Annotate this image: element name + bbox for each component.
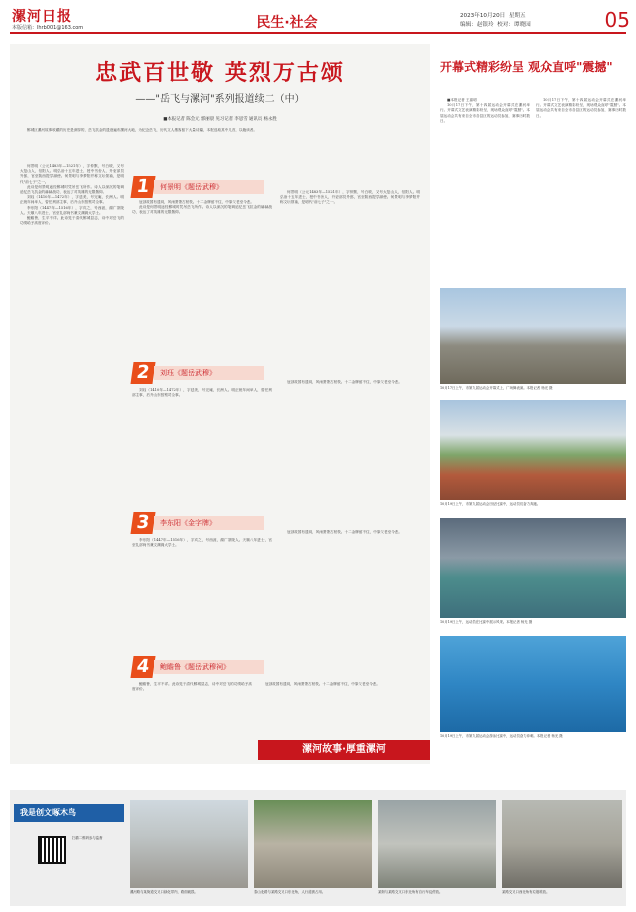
main-subhead: ——"岳飞与漯河"系列报道续二（中） bbox=[135, 94, 305, 105]
contact-email: 本版信箱：lhrb001@163.com bbox=[12, 25, 84, 31]
poem-1-commentary bbox=[280, 190, 420, 350]
date-block bbox=[460, 12, 588, 30]
right-byline: ■本报记者 王嘉明 bbox=[447, 98, 477, 102]
poem-number-4: 4 bbox=[130, 656, 155, 678]
proofreader: 校对：谭晓园 bbox=[497, 22, 531, 28]
col1-para-4: 李东阳（1447年—1516年），字宾之，号西涯，湖广茶陵人。天顺八年进士，官至礼部尚书兼文渊阁大学士。 bbox=[20, 205, 124, 215]
photo-caption-1: 10月17日上午，市第九届运动会开幕式上，广场舞表演。本报记者 杨光 摄 bbox=[440, 386, 553, 390]
poem-4-commentary-text: 冠剑故国有遗祠，风雨萧萧古柏枝。十二金牌留不住，中原父老至今悲。 bbox=[265, 682, 380, 686]
column-1 bbox=[20, 164, 124, 764]
qr-code-icon bbox=[38, 836, 66, 864]
masthead-divider bbox=[10, 32, 626, 34]
bottom-photo-4 bbox=[502, 800, 622, 888]
poem-number-1: 1 bbox=[130, 176, 155, 198]
poem-title-3: 李东阳《金字牌》 bbox=[154, 516, 264, 530]
issue-date: 2023年10月20日 bbox=[460, 13, 506, 19]
poem-1-commentary-text: 何景明（公元1483年—1521年），字仲默，号白坡，又号大复山人，信阳人。明弘治十五年进士，授中书舍人，升吏部员外郎，官至陕西提学副使。何景明与李梦阳并称文坛领袖，是明代"前七子"之一。 bbox=[280, 190, 420, 205]
poem-title-4: 鲍瞻鲁《题岳武穆祠》 bbox=[154, 660, 264, 674]
poem-2-commentary-text: 冠剑故国有遗祠，风雨萧萧古柏枝。十二金牌留不住，中原父老至今悲。 bbox=[287, 380, 402, 384]
bottom-caption-2: 泰山北路与某路交叉口东北角，人行道被占用。 bbox=[254, 890, 326, 894]
qr-caption: 扫描二维码参与监督 bbox=[72, 836, 103, 840]
right-article-col1 bbox=[440, 98, 530, 278]
poem-number-2: 2 bbox=[130, 362, 155, 384]
poem-4-note: 鲍瞻鲁，生平不详。此诗见于清代郾城县志，诗中对岳飞的功绩给予高度评价。 bbox=[132, 682, 252, 692]
photo-caption-3: 10月19日上午，运动员在比赛中展示风采。本报记者 杨光 摄 bbox=[440, 620, 533, 624]
col1-para-2: 此诗是何景明途经郾城时凭吊岳飞所作。诗人以深沉的笔调追忆岳飞抗金的赫赫战功，表达了对英雄的无限敬仰。 bbox=[20, 184, 124, 195]
newspaper-logo: 漯河日报 bbox=[12, 9, 72, 25]
photo-swimming-race bbox=[440, 636, 626, 732]
poem-3-commentary bbox=[280, 530, 420, 640]
right-body-2: 10月17日下午，第十四届运动会开幕式在漯河举行。开幕式文艺表演精彩纷呈，现场观众直呼"震撼"。本届运动会共有来自全市各县区的运动员参加，赛事历时数日。 bbox=[536, 98, 626, 118]
main-headline: 忠武百世敬 英烈万古颂 bbox=[95, 60, 345, 86]
series-band: 漯河故事·厚重漯河 bbox=[258, 740, 430, 760]
intro-paragraph: 郾城区漯河故事收藏的历史是深厚的，岳飞抗金的遗迹遍布漯河大地，为纪念岳飞，历代文人墨客留下大量诗篇，本报选取其中几首，以飨读者。 bbox=[27, 128, 257, 132]
photo-basketball-game bbox=[440, 518, 626, 618]
poem-number-3: 3 bbox=[130, 512, 155, 534]
photo-caption-4: 10月19日上午，市第九届运动会游泳比赛中，运动员奋力冲刺。本报记者 杨光 摄 bbox=[440, 734, 563, 738]
bottom-photo-3 bbox=[378, 800, 496, 888]
photo-dance-performance bbox=[440, 288, 626, 384]
col1-para-1: 何景明（公元1483年—1521年），字仲默，号白坡，又号大复山人，信阳人。明弘治十五年进士，授中书舍人，升吏部员外郎，官至陕西提学副使。何景明与李梦阳并称文坛领袖，是明代"前七子"之一。 bbox=[20, 164, 124, 184]
poem-4-text bbox=[132, 682, 252, 758]
bottom-caption-1: 漯河路与某街道交叉口绿化带内，路面破损。 bbox=[130, 890, 198, 894]
section-title: 民生·社会 bbox=[256, 15, 318, 31]
poem-4-commentary bbox=[258, 682, 424, 736]
poem-3-text bbox=[132, 538, 272, 638]
weekday: 星期五 bbox=[508, 13, 526, 19]
poem-2-note: 刘珏（1410年—1472年），字廷美，号完庵，长洲人。明正统年间举人，曾任刑部主事，后升山东按察司佥事。 bbox=[132, 388, 272, 398]
poem-1-note: 此诗是何景明途经郾城时凭吊岳飞所作。诗人以深沉的笔调追忆岳飞抗金的赫赫战功，表达了对英雄的无限敬仰。 bbox=[132, 205, 272, 215]
poem-3-note: 李东阳（1447年—1516年），字宾之，号西涯，湖广茶陵人。天顺八年进士，官至礼部尚书兼文渊阁大学士。 bbox=[132, 538, 272, 548]
poem-2-text bbox=[132, 388, 272, 498]
poem-title-2: 刘珏《题岳武穆》 bbox=[154, 366, 264, 380]
right-headline: 开幕式精彩纷呈 观众直呼"震撼" bbox=[440, 60, 613, 74]
col1-para-5: 鲍瞻鲁，生平不详。此诗见于清代郾城县志，诗中对岳飞的功绩给予高度评价。 bbox=[20, 216, 124, 226]
bottom-photo-2 bbox=[254, 800, 372, 888]
page-number: 05 bbox=[604, 8, 630, 32]
editor: 编辑：赵银玲 bbox=[460, 22, 494, 28]
main-byline: ■本报记者 陈会元 郭丽晨 见习记者 李思雪 通讯员 杨永胜 bbox=[163, 117, 277, 122]
poem-1-text bbox=[132, 200, 272, 350]
right-body-1: 10月17日下午，第十四届运动会开幕式在漯河举行。开幕式文艺表演精彩纷呈，现场观众直呼"震撼"。本届运动会共有来自全市各县区的运动员参加，赛事历时数日。 bbox=[440, 103, 530, 123]
photo-track-race bbox=[440, 400, 626, 500]
photo-caption-2: 10月19日上午，市第九届运动会田径比赛中，运动员们奋力奔跑。 bbox=[440, 502, 541, 506]
poem-title-1: 何景明《题岳武穆》 bbox=[154, 180, 264, 194]
intro-text bbox=[20, 128, 420, 160]
bottom-caption-4: 某路交叉口西北角有垃圾堆放。 bbox=[502, 890, 550, 894]
civic-watch-title: 我是创文啄木鸟 bbox=[14, 804, 124, 822]
poem-1-verse: 冠剑故国有遗祠，风雨萧萧古柏枝。十二金牌留不住，中原父老至今悲。 bbox=[139, 200, 254, 204]
bottom-caption-3: 某街与某路交叉口东北角有自行车乱停放。 bbox=[378, 890, 443, 894]
poem-3-commentary-text: 冠剑故国有遗祠，风雨萧萧古柏枝。十二金牌留不住，中原父老至今悲。 bbox=[287, 530, 402, 534]
col1-para-3: 刘珏（1410年—1472年），字廷美，号完庵，长洲人。明正统年间举人，曾任刑部主事，后升山东按察司佥事。 bbox=[20, 195, 124, 205]
right-article-col2 bbox=[536, 98, 626, 278]
poem-2-commentary bbox=[280, 380, 420, 500]
bottom-photo-1 bbox=[130, 800, 248, 888]
